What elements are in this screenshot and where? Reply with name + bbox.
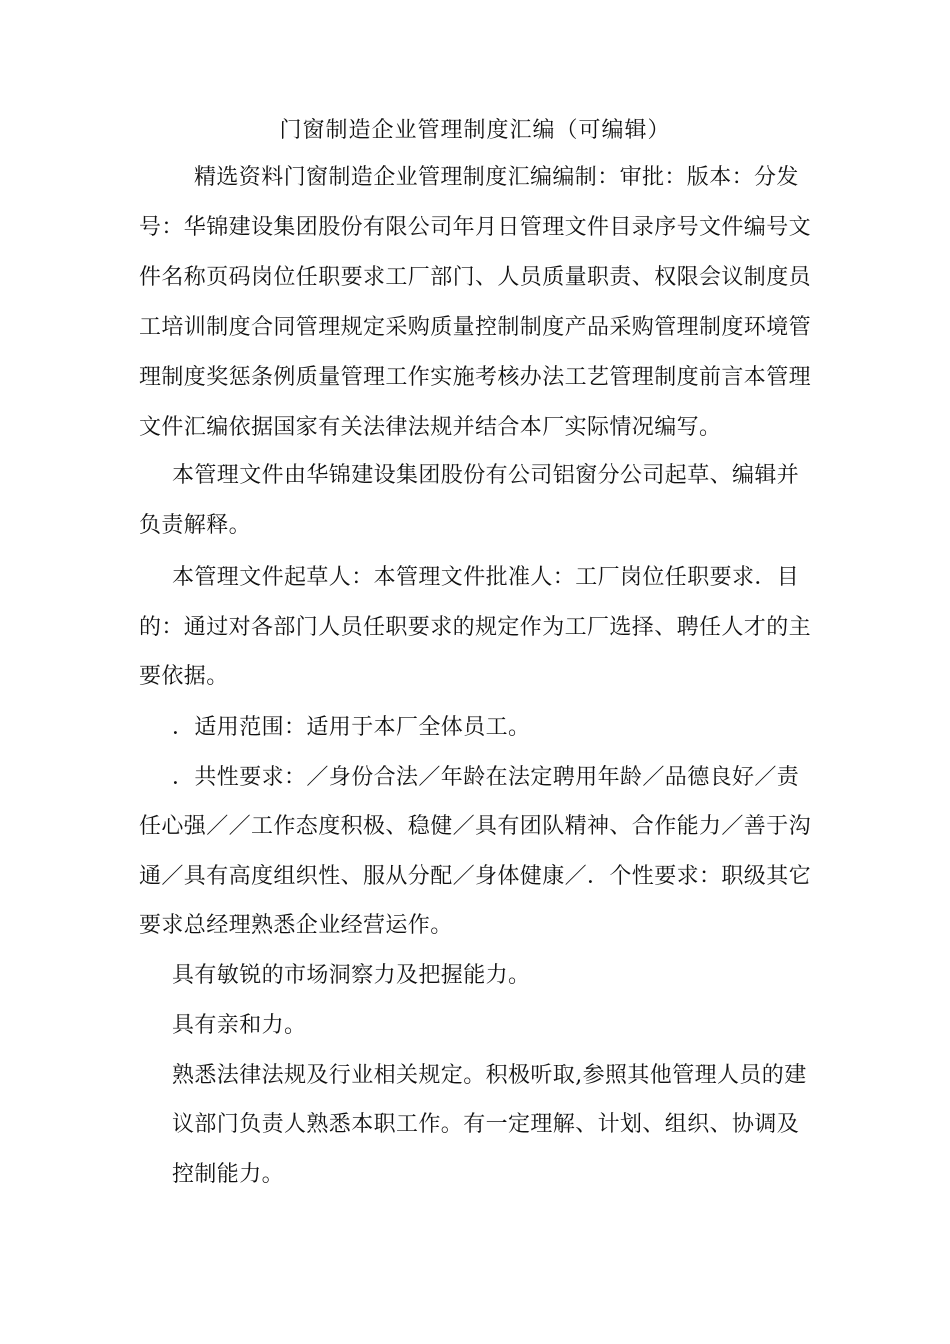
paragraph-line: 工培训制度合同管理规定采购质量控制制度产品采购管理制度环境管: [139, 315, 812, 340]
document-title: 门窗制造企业管理制度汇编（可编辑）: [279, 118, 671, 143]
paragraph-line: 本管理文件起草人：本管理文件批准人：工厂岗位任职要求．目: [172, 565, 800, 590]
paragraph-line: 的：通过对各部门人员任职要求的规定作为工厂选择、聘任人才的主: [139, 615, 812, 640]
paragraph-line: 负责解释。: [139, 513, 252, 538]
paragraph-line: 通／具有高度组织性、服从分配／身体健康／．个性要求：职级其它: [139, 864, 812, 889]
paragraph-line: ．适用范围：适用于本厂全体员工。: [172, 715, 531, 740]
paragraph-line: 本管理文件由华锦建设集团股份有公司铝窗分公司起草、编辑并: [172, 463, 800, 488]
paragraph-line: 熟悉法律法规及行业相关规定。积极听取,参照其他管理人员的建: [172, 1063, 807, 1088]
paragraph-line: 号：华锦建设集团股份有限公司年月日管理文件目录序号文件编号文: [139, 215, 812, 240]
paragraph-line: 要依据。: [139, 664, 229, 689]
paragraph-line: 任心强／／工作态度积极、稳健／具有团队精神、合作能力／善于沟: [139, 814, 812, 839]
paragraph-line: 议部门负责人熟悉本职工作。有一定理解、计划、组织、协调及: [172, 1112, 800, 1137]
paragraph-line: 具有敏锐的市场洞察力及把握能力。: [172, 963, 531, 988]
paragraph-line: 理制度奖惩条例质量管理工作实施考核办法工艺管理制度前言本管理: [139, 365, 812, 390]
paragraph-line: 件名称页码岗位任职要求工厂部门、人员质量职责、权限会议制度员: [139, 265, 812, 290]
paragraph-line: ．共性要求：／身份合法／年龄在法定聘用年龄／品德良好／责: [172, 765, 800, 790]
paragraph-line: 精选资料门窗制造企业管理制度汇编编制：审批：版本：分发: [194, 165, 799, 190]
paragraph-line: 要求总经理熟悉企业经营运作。: [139, 913, 453, 938]
paragraph-line: 文件汇编依据国家有关法律法规并结合本厂实际情况编写。: [139, 415, 722, 440]
paragraph-line: 控制能力。: [172, 1162, 285, 1187]
paragraph-line: 具有亲和力。: [172, 1013, 307, 1038]
